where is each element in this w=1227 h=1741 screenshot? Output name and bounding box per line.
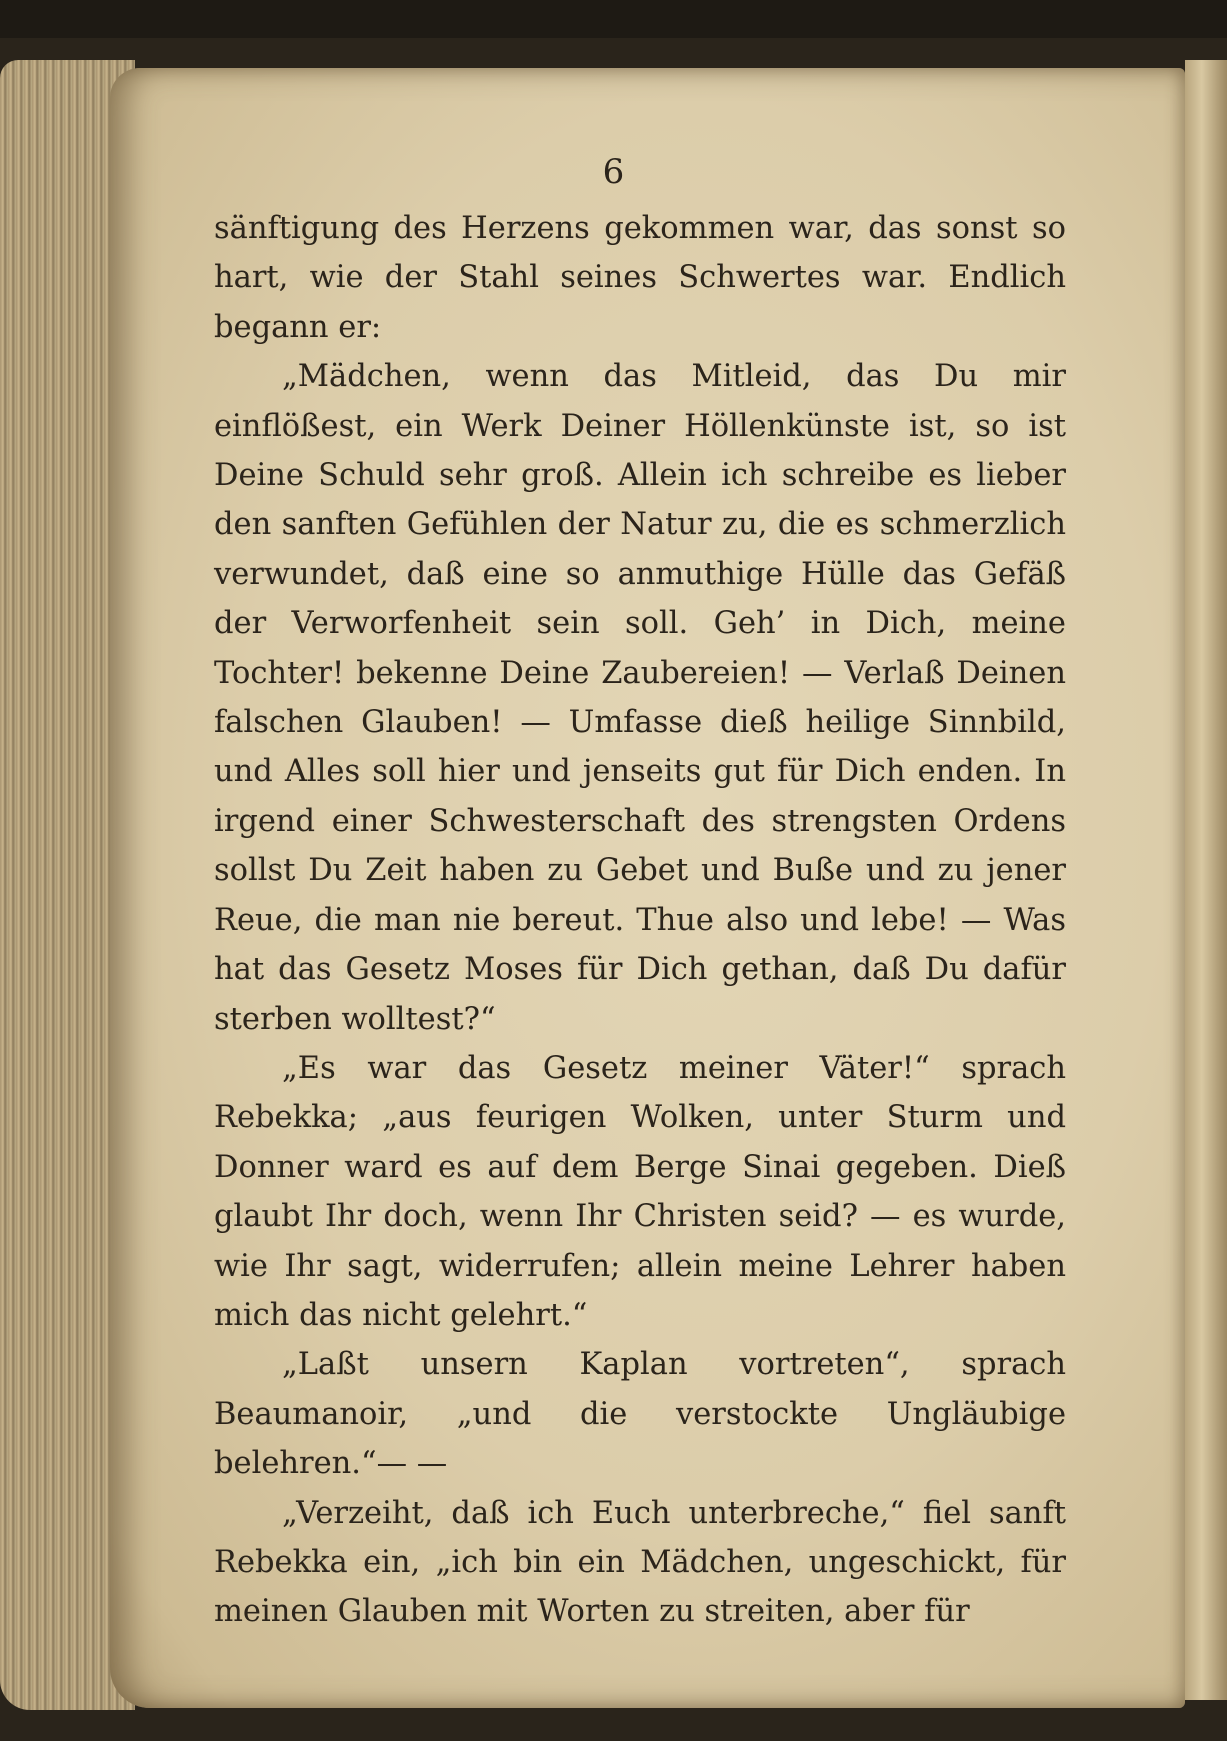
paragraph-1: sänftigung des Herzens gekommen war, das sonst so hart, wie der Stahl seines Schwertes war. Endlich begann er: bbox=[214, 211, 1066, 345]
page-text bbox=[214, 204, 1066, 1637]
paragraph-3: „Es war das Gesetz meiner Väter!“ sprach Rebekka; „aus feurigen Wolken, unter Sturm und Donner ward es auf dem Berge Sinai gegeben. Dieß glaubt Ihr doch, wenn Ihr Christen seid? — es wurde, wie Ihr sagt, widerrufen; allein meine Lehrer haben mich das nicht gelehrt.“ bbox=[214, 1050, 1066, 1333]
page-number: 6 bbox=[602, 152, 625, 192]
paragraph-4: „Laßt unsern Kaplan vortreten“, sprach Beaumanoir, „und die verstockte Ungläubige belehren.“— — bbox=[214, 1347, 1066, 1482]
facing-page-edge bbox=[1185, 60, 1227, 1700]
paragraph-5: „Verzeiht, daß ich Euch unterbreche,“ fiel sanft Rebekka ein, „ich bin ein Mädchen, ungeschickt, für meinen Glauben mit Worten zu streiten, aber für bbox=[214, 1495, 1066, 1630]
paragraph-2: „Mädchen, wenn das Mitleid, das Du mir einflößest, ein Werk Deiner Höllenkünste ist, so ist Deine Schuld sehr groß. Allein ich schreibe es lieber den sanften Gefühlen der Natur zu, die es schmerzlich verwundet, daß eine so anmuthige Hülle das Gefäß der Verworfenheit sein soll. Geh’ in Dich, meine Tochter! bekenne Deine Zaubereien! — Verlaß Deinen falschen Glauben! — Umfasse dieß heilige Sinnbild, und Alles soll hier und jenseits gut für Dich enden. In irgend einer Schwesterschaft des strengsten Ordens sollst Du Zeit haben zu Gebet und Buße und zu jener Reue, die man nie bereut. Thue also und lebe! — Was hat das Gesetz Moses für Dich gethan, daß Du dafür sterben wolltest?“ bbox=[214, 359, 1066, 1037]
